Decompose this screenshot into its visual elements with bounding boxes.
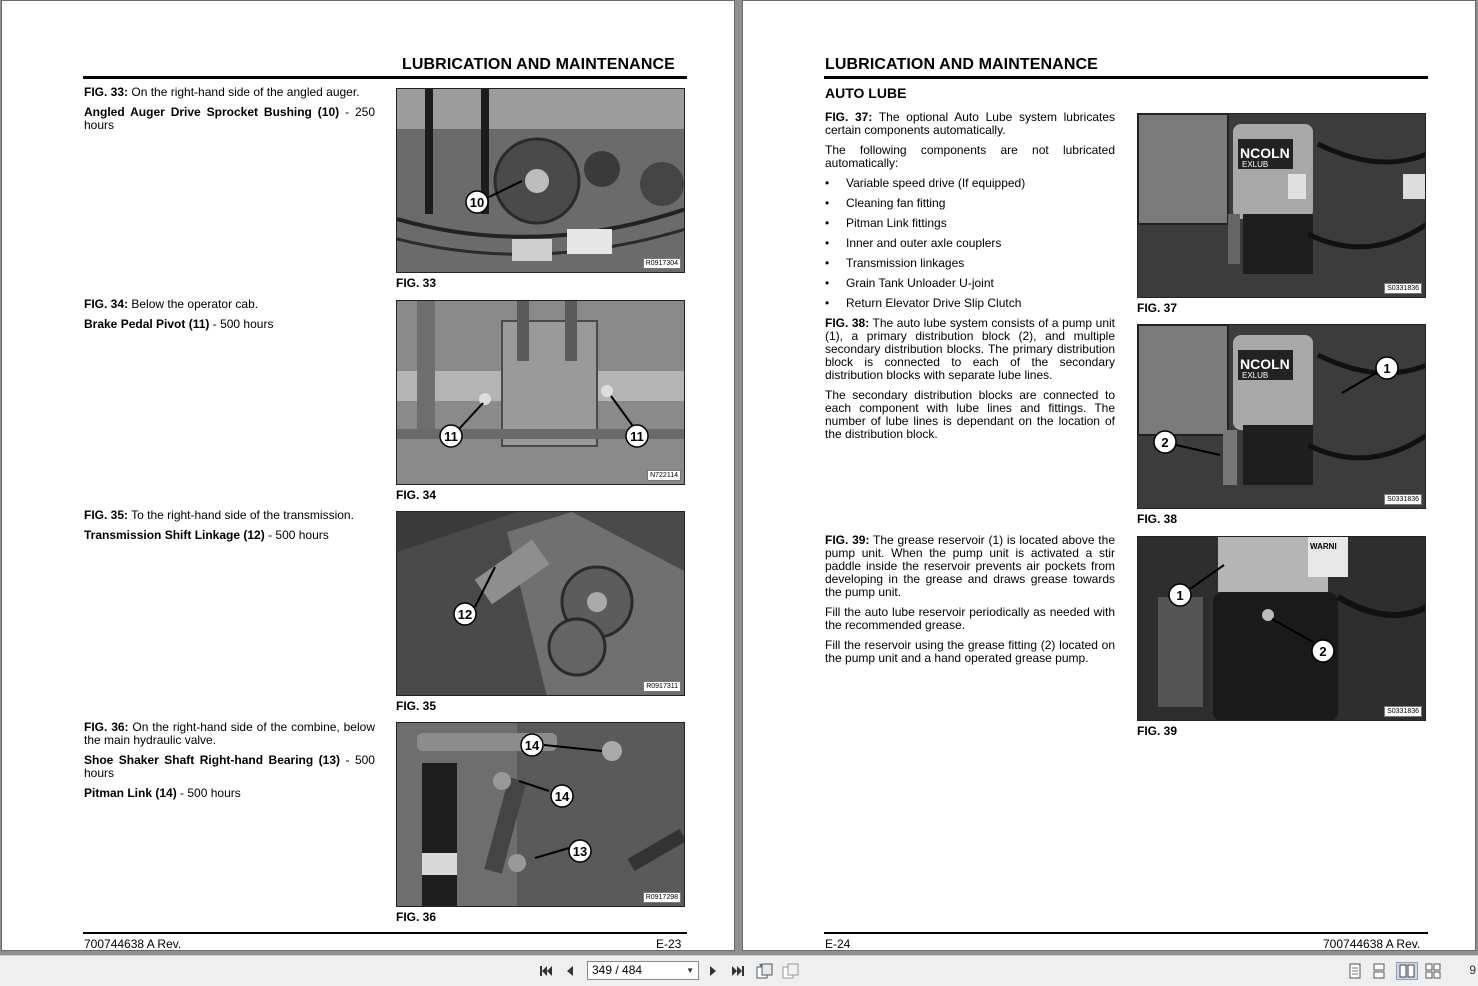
viewer-toolbar <box>0 955 1478 986</box>
svg-text:NCOLN: NCOLN <box>1240 145 1290 161</box>
list-item: • Pitman Link fittings <box>825 217 1115 229</box>
page-number-input[interactable]: 349 / 484 ▼ <box>587 961 699 980</box>
svg-text:1: 1 <box>1383 361 1391 376</box>
fig39-code: S0331836 <box>1384 706 1422 717</box>
svg-text:11: 11 <box>444 429 458 444</box>
svg-text:14: 14 <box>554 789 570 804</box>
fig36-image <box>396 722 685 907</box>
svg-text:1: 1 <box>1176 588 1184 603</box>
footer-page-number: E-24 <box>825 937 851 951</box>
fig38-code: S0331836 <box>1384 494 1422 505</box>
fig36-caption: FIG. 36 <box>396 910 437 924</box>
fig35-text: FIG. 35: To the right-hand side of the transmission. Transmission Shift Linkage (12) - 500 hours <box>84 508 354 542</box>
list-item: • Cleaning fan fitting <box>825 197 1115 209</box>
auto-lube-text: FIG. 37: The optional Auto Lube system lubricates certain components automatically. The following components are not lubricated automatically: • Variable speed drive (If equipped) • Cleaning fan fitting • Pitman Link fittings • Inner and outer axle couplers • Transmission linkages • Grain Tank Unloader U-joint • Return Elevator Drive Slip Clutch FIG. 38: The auto lube system consists of a pump unit (1), a primary distribution block (2), and multiple secondary distribution blocks. The primary distribution block is connected to each of the secondary distribution blocks with separate lube lines. The secondary distribution blocks are connected to each component with lube lines and fittings. The number of lube lines is dependant on the location of the distribution block. <box>825 111 1115 448</box>
fig36-text: FIG. 36: On the right-hand side of the combine, below the main hydraulic valve. Shoe Shaker Shaft Right-hand Bearing (13) - 500 hours Pitman Link (14) - 500 hours <box>84 720 375 800</box>
fig35-image <box>396 511 685 696</box>
svg-text:WARNI: WARNI <box>1310 542 1337 551</box>
svg-text:EXLUB: EXLUB <box>1242 160 1269 169</box>
svg-text:13: 13 <box>572 844 588 859</box>
svg-text:EXLUB: EXLUB <box>1242 371 1269 380</box>
list-item: • Variable speed drive (If equipped) <box>825 177 1115 189</box>
fig34-caption: FIG. 34 <box>396 488 437 502</box>
fig38-image <box>1137 324 1426 509</box>
zoom-level[interactable]: 9 <box>1469 963 1476 977</box>
fig36-code: R0917298 <box>643 892 681 903</box>
single-page-icon[interactable] <box>1346 962 1364 980</box>
fig37-image <box>1137 113 1426 298</box>
fig33-code: R0917304 <box>643 258 681 269</box>
list-item: • Inner and outer axle couplers <box>825 237 1115 249</box>
page-header: LUBRICATION AND MAINTENANCE <box>825 56 1098 73</box>
footer-rule <box>83 932 687 934</box>
fig34-image <box>396 300 685 485</box>
page-e24 <box>742 0 1476 951</box>
section-title: AUTO LUBE <box>825 85 907 101</box>
footer-doc-number: 700744638 A Rev. <box>1323 937 1421 951</box>
fig39-caption: FIG. 39 <box>1137 724 1178 738</box>
fig37-code: S0331836 <box>1384 283 1422 294</box>
footer-page-number: E-23 <box>656 937 682 951</box>
fit-icon[interactable] <box>782 962 800 980</box>
first-page-icon[interactable] <box>537 962 555 980</box>
next-page-icon[interactable] <box>704 962 722 980</box>
fig35-caption: FIG. 35 <box>396 699 437 713</box>
svg-text:11: 11 <box>630 429 644 444</box>
svg-text:NCOLN: NCOLN <box>1240 356 1290 372</box>
list-item: • Grain Tank Unloader U-joint <box>825 277 1115 289</box>
fig39-image <box>1137 536 1426 721</box>
callout-10-label: 10 <box>469 195 485 210</box>
fig38-caption: FIG. 38 <box>1137 512 1178 526</box>
header-rule <box>824 76 1428 79</box>
fig37-caption: FIG. 37 <box>1137 301 1178 315</box>
fig39-text: FIG. 39: The grease reservoir (1) is located above the pump unit. When the pump unit is activated a stir paddle inside the reservoir prevents air pockets from developing in the grease and draws grease towards the pump unit. Fill the auto lube reservoir periodically as needed with the recommended grease. Fill the reservoir using the grease fitting (2) located on the pump unit and a hand operated grease pump. <box>825 533 1115 665</box>
footer-doc-number: 700744638 A Rev. <box>84 937 182 951</box>
fig35-code: R0917311 <box>643 681 681 692</box>
rotate-icon[interactable] <box>756 962 774 980</box>
last-page-icon[interactable] <box>729 962 747 980</box>
svg-text:2: 2 <box>1319 644 1327 659</box>
list-item: • Transmission linkages <box>825 257 1115 269</box>
fig33-image <box>396 88 685 273</box>
two-page-icon[interactable] <box>1396 962 1418 980</box>
chevron-down-icon[interactable]: ▼ <box>686 966 694 975</box>
footer-rule <box>824 932 1428 934</box>
non-lubricated-list <box>825 177 1115 309</box>
svg-text:14: 14 <box>524 738 540 753</box>
continuous-icon[interactable] <box>1370 962 1388 980</box>
page-e23 <box>1 0 735 951</box>
fig34-text: FIG. 34: Below the operator cab. Brake Pedal Pivot (11) - 500 hours <box>84 297 274 331</box>
svg-text:12: 12 <box>457 607 473 622</box>
fig33-text: FIG. 33: On the right-hand side of the angled auger. Angled Auger Drive Sprocket Bushing (10) - 250 hours <box>84 85 376 132</box>
fig34-code: N722114 <box>647 470 681 481</box>
svg-text:2: 2 <box>1161 435 1169 450</box>
header-rule <box>83 76 687 79</box>
list-item: • Return Elevator Drive Slip Clutch <box>825 297 1115 309</box>
prev-page-icon[interactable] <box>561 962 579 980</box>
page-header: LUBRICATION AND MAINTENANCE <box>402 56 675 73</box>
two-page-continuous-icon[interactable] <box>1424 962 1442 980</box>
fig33-caption: FIG. 33 <box>396 276 437 290</box>
